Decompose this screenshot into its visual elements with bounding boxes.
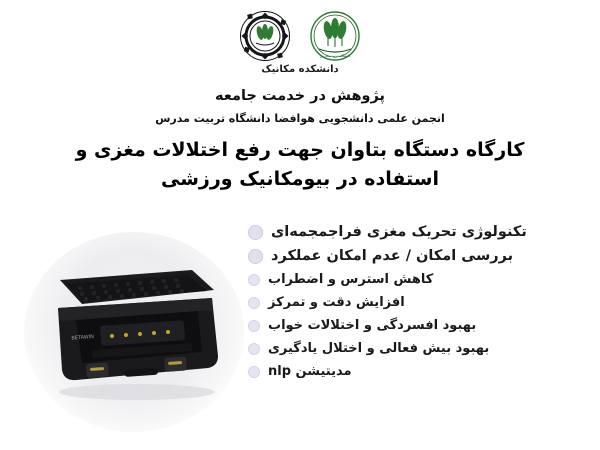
product-image <box>14 224 254 439</box>
list-item-label: بهبود افسردگی و اختلالات خواب <box>268 318 477 333</box>
list-item <box>248 364 352 379</box>
svg-text:دانشگاه تربیت مدرس: دانشگاه تربیت مدرس <box>319 54 351 58</box>
list-item <box>248 224 527 240</box>
logo-row <box>0 8 600 64</box>
list-item <box>248 272 433 287</box>
association-name: انجمن علمی دانشجویی هوافضا دانشگاه تربیت مدرس <box>155 112 445 125</box>
page-title <box>0 136 600 194</box>
list-item-label: بهبود بیش فعالی و اختلال یادگیری <box>268 341 490 356</box>
poster-slogan: پژوهش در خدمت جامعه <box>215 88 385 104</box>
feature-list <box>248 224 578 379</box>
list-item <box>248 341 489 356</box>
device-brand-label: BETAWIN <box>71 334 95 342</box>
list-item-label: تکنولوژی تحریک مغزی فراجمجمه‌ای <box>271 224 527 240</box>
betawin-device-case <box>42 264 228 400</box>
title-line-1: کارگاه دستگاه بتاوان جهت رفع اختلالات مغزی و <box>75 139 525 161</box>
title-line-2: استفاده در بیومکانیک ورزشی <box>161 168 439 190</box>
list-item <box>248 295 405 310</box>
list-item-label: مدیتیشن nlp <box>268 364 352 379</box>
list-item-label: کاهش استرس و اضطراب <box>268 272 434 287</box>
tarbiat-modares-university-logo <box>309 10 361 62</box>
list-item <box>248 318 476 333</box>
aerospace-scientific-association-logo <box>239 10 291 62</box>
poster-body <box>0 218 600 446</box>
faculty-name: دانشکده مکانیک <box>261 64 339 75</box>
list-item <box>248 248 513 264</box>
list-item-label: افزایش دقت و تمرکز <box>268 295 405 310</box>
list-item-label: بررسی امکان / عدم امکان عملکرد <box>271 248 514 264</box>
